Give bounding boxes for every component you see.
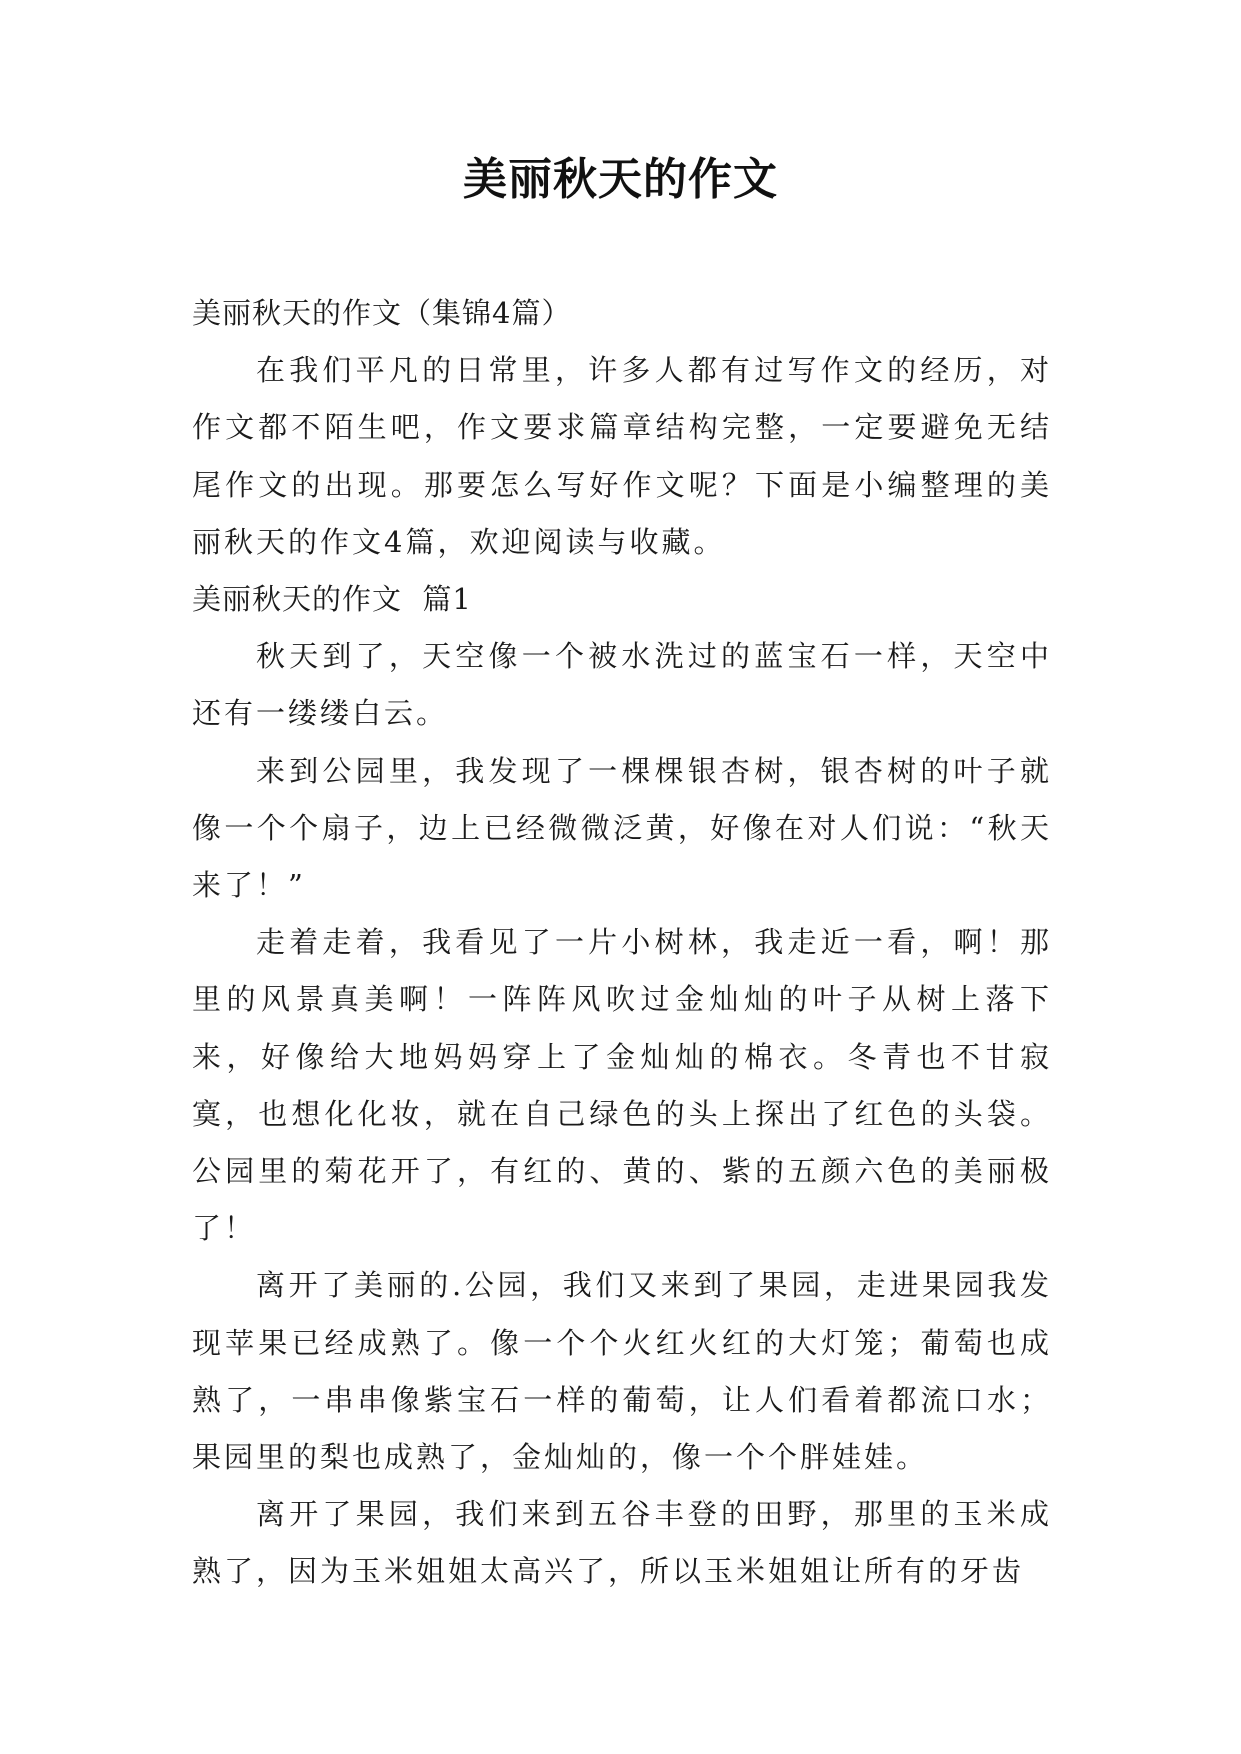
body-paragraph: 离开了果园，我们来到五谷丰登的田野，那里的玉米成熟了，因为玉米姐姐太高兴了，所以玉米姐姐让所有的牙齿 — [192, 1497, 1052, 1589]
document-body — [192, 285, 1052, 1601]
body-paragraph: 秋天到了，天空像一个被水洗过的蓝宝石一样，天空中还有一缕缕白云。 — [192, 639, 1052, 731]
intro-paragraph: 在我们平凡的日常里，许多人都有过写作文的经历，对作文都不陌生吧，作文要求篇章结构完整，一定要避免无结尾作文的出现。那要怎么写好作文呢？下面是小编整理的美丽秋天的作文4篇，欢迎阅读与收藏。 — [192, 353, 1052, 559]
body-paragraph: 离开了美丽的.公园，我们又来到了果园，走进果园我发现苹果已经成熟了。像一个个火红火红的大灯笼；葡萄也成熟了，一串串像紫宝石一样的葡萄，让人们看着都流口水；果园里的梨也成熟了，金灿灿的，像一个个胖娃娃。 — [192, 1268, 1052, 1475]
collection-subtitle: 美丽秋天的作文（集锦4篇） — [192, 296, 572, 330]
document-title: 美丽秋天的作文 — [463, 154, 778, 205]
section-heading: 美丽秋天的作文 篇1 — [192, 582, 472, 617]
body-paragraph: 来到公园里，我发现了一棵棵银杏树，银杏树的叶子就像一个个扇子，边上已经微微泛黄，好像在对人们说：“秋天来了！” — [192, 753, 1052, 903]
body-paragraph: 走着走着，我看见了一片小树林，我走近一看，啊！那里的风景真美啊！一阵阵风吹过金灿灿的叶子从树上落下来，好像给大地妈妈穿上了金灿灿的棉衣。冬青也不甘寂寞，也想化化妆，就在自己绿色的头上探出了红色的头袋。公园里的菊花开了，有红的、黄的、紫的五颜六色的美丽极了！ — [192, 925, 1052, 1246]
